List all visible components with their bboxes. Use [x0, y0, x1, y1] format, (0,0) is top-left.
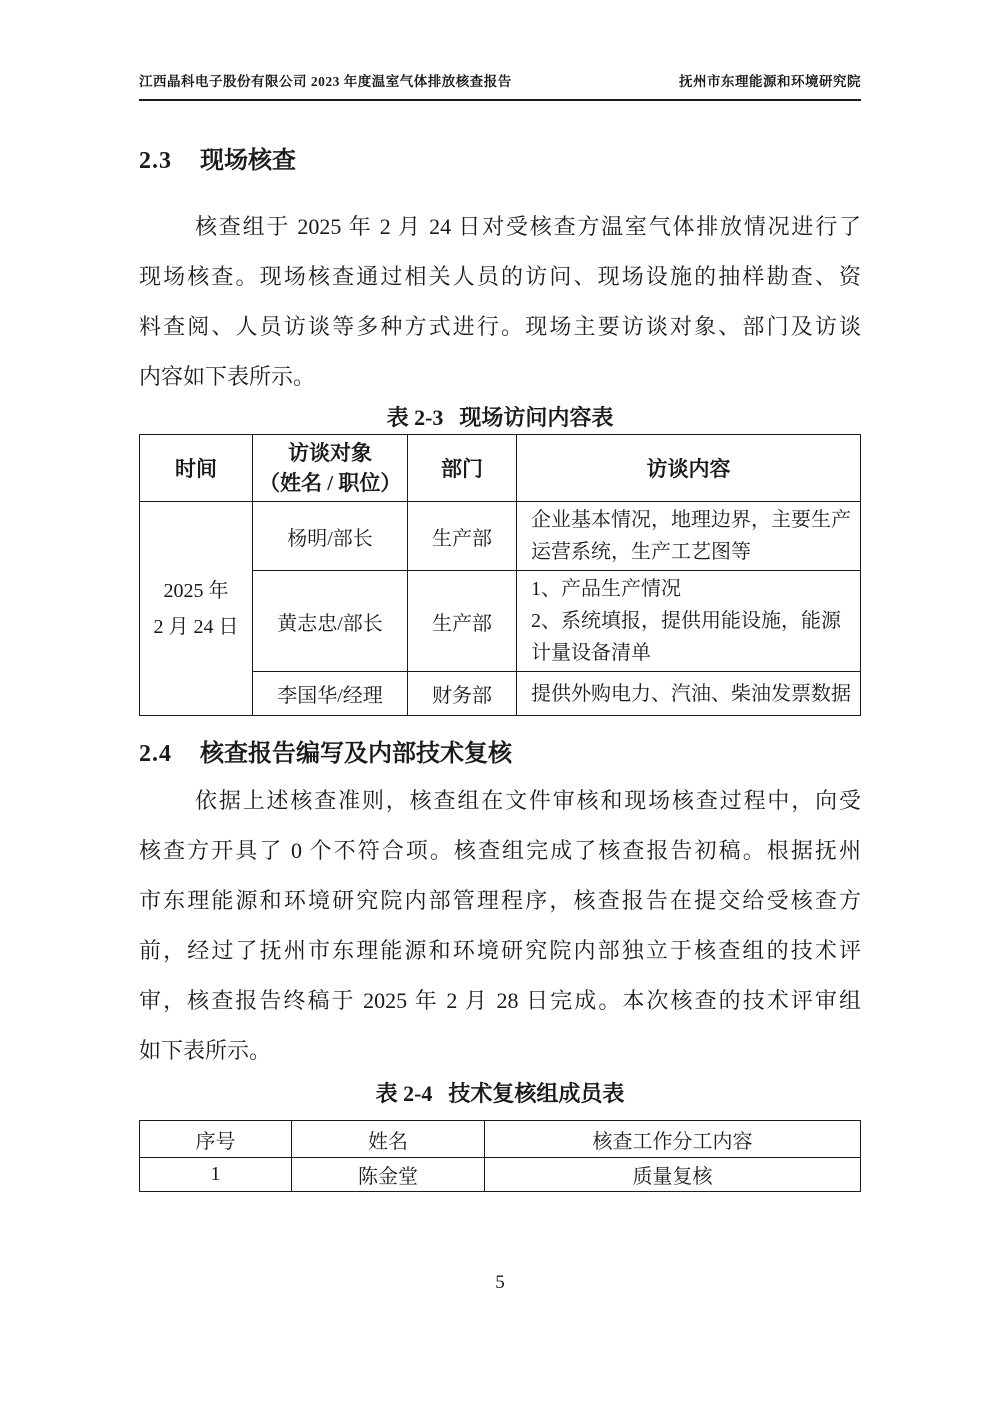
cell-index: 1	[140, 1158, 292, 1192]
paragraph-line: 审，核查报告终稿于 2025 年 2 月 28 日完成。本次核查的技术评审组	[139, 988, 861, 1013]
table-header-row	[140, 1121, 861, 1158]
cell-interviewee: 黄志忠/部长	[253, 571, 408, 672]
cell-department: 生产部	[408, 571, 517, 672]
col-header-interviewee-line2: （姓名 / 职位）	[259, 471, 402, 495]
section-title: 核查报告编写及内部技术复核	[200, 741, 512, 767]
paragraph-site-visit	[139, 202, 861, 402]
paragraph-line: 如下表所示。	[139, 1038, 272, 1063]
cell-time	[140, 502, 253, 716]
paragraph-line: 现场核查。现场核查通过相关人员的访问、现场设施的抽样勘查、资	[139, 264, 861, 289]
header-report-title: 江西晶科电子股份有限公司 2023 年度温室气体排放核查报告	[139, 74, 512, 89]
section-number: 2.3	[139, 148, 172, 174]
cell-department: 生产部	[408, 502, 517, 571]
cell-content	[517, 502, 861, 571]
cell-interviewee: 李国华/经理	[253, 672, 408, 716]
paragraph-report-review	[139, 776, 861, 1076]
paragraph-line: 依据上述核查准则，核查组在文件审核和现场核查过程中，向受	[195, 788, 861, 813]
header-institute-name: 抚州市东理能源和环境研究院	[679, 74, 861, 89]
cell-content-line: 运营系统，生产工艺图等	[531, 541, 751, 563]
table-caption-label: 表 2-4	[375, 1081, 433, 1106]
site-visit-table	[139, 434, 861, 716]
cell-interviewee: 杨明/部长	[253, 502, 408, 571]
table-caption-title: 现场访问内容表	[459, 405, 614, 430]
section-number: 2.4	[139, 741, 172, 767]
table-2-4-caption	[139, 1080, 861, 1108]
cell-name: 陈金堂	[292, 1158, 485, 1192]
cell-content	[517, 672, 861, 716]
col-header-task: 核查工作分工内容	[485, 1121, 861, 1158]
section-heading-2-3	[139, 147, 861, 175]
cell-content-line: 计量设备清单	[531, 642, 651, 664]
cell-task: 质量复核	[485, 1158, 861, 1192]
table-caption-title: 技术复核组成员表	[448, 1081, 625, 1106]
cell-content-line: 提供外购电力、汽油、柴油发票数据	[531, 682, 851, 705]
cell-department: 财务部	[408, 672, 517, 716]
paragraph-line: 料查阅、人员访谈等多种方式进行。现场主要访谈对象、部门及访谈	[139, 314, 861, 339]
cell-content-line: 企业基本情况，地理边界，主要生产	[531, 509, 851, 531]
col-header-name: 姓名	[292, 1121, 485, 1158]
col-header-time: 时间	[140, 435, 253, 502]
section-title: 现场核查	[200, 148, 296, 174]
col-header-content: 访谈内容	[517, 435, 861, 502]
page-number: 5	[495, 1272, 505, 1293]
col-header-interviewee	[253, 435, 408, 502]
col-header-interviewee-line1: 访谈对象	[288, 441, 372, 465]
section-heading-2-4	[139, 740, 861, 768]
cell-content-line: 1、产品生产情况	[531, 578, 681, 600]
content-area	[139, 70, 861, 1296]
table-header-row	[140, 435, 861, 502]
table-caption-label: 表 2-3	[386, 405, 444, 430]
running-header	[139, 70, 861, 101]
table-row	[140, 502, 861, 571]
paragraph-line: 核查组于 2025 年 2 月 24 日对受核查方温室气体排放情况进行了	[195, 214, 861, 239]
col-header-department: 部门	[408, 435, 517, 502]
cell-content-line: 2、系统填报，提供用能设施，能源	[531, 610, 841, 632]
col-header-index: 序号	[140, 1121, 292, 1158]
cell-content	[517, 571, 861, 672]
paragraph-line: 核查方开具了 0 个不符合项。核查组完成了核查报告初稿。根据抚州	[139, 838, 861, 863]
review-team-table	[139, 1120, 861, 1192]
paragraph-line: 内容如下表所示。	[139, 364, 316, 389]
cell-time-line2: 2 月 24 日	[153, 615, 239, 638]
table-row	[140, 1158, 861, 1192]
paragraph-line: 市东理能源和环境研究院内部管理程序，核查报告在提交给受核查方	[139, 888, 861, 913]
cell-time-line1: 2025 年	[163, 579, 229, 602]
table-2-3-caption	[139, 404, 861, 432]
paragraph-line: 前，经过了抚州市东理能源和环境研究院内部独立于核查组的技术评	[139, 938, 861, 963]
